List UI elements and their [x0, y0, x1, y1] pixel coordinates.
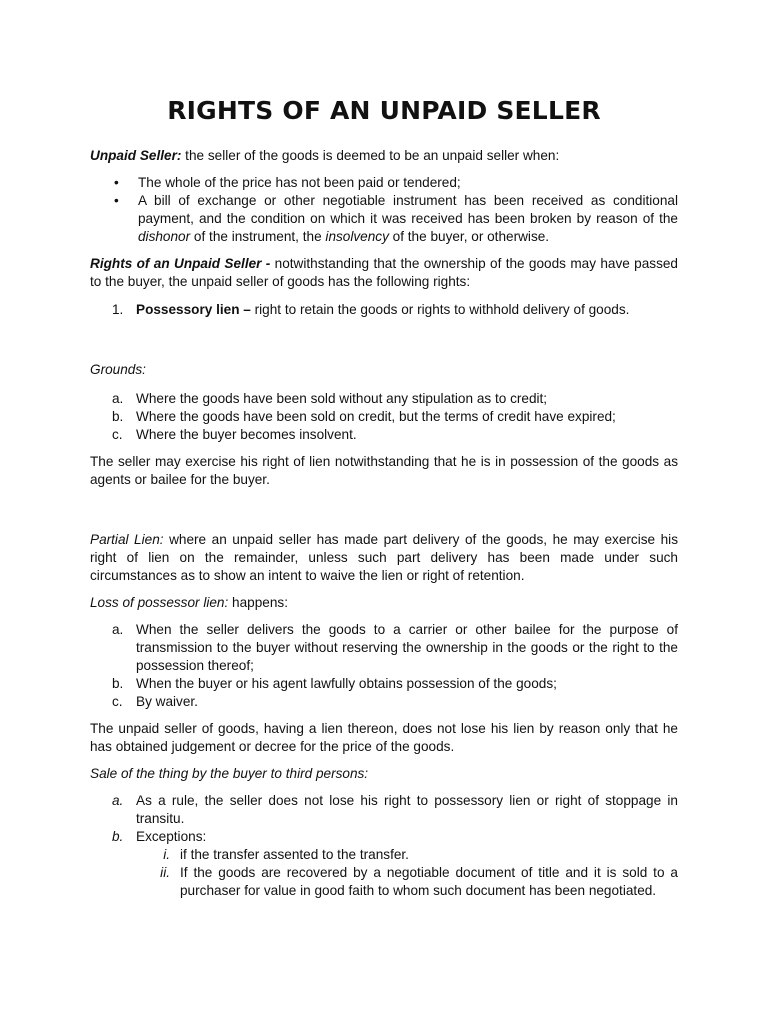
list-item-text: Where the goods have been sold without any stipulation as to credit;: [136, 391, 548, 406]
list-item-text: When the seller delivers the goods to a carrier or other bailee for the purpose of transmission to the buyer without reserving the ownership in the goods or the right to the possession thereof;: [136, 622, 678, 673]
list-item: [90, 828, 678, 846]
list-item: [90, 864, 678, 900]
list-item: [90, 693, 678, 711]
list-item: [90, 792, 678, 828]
list-item-text: As a rule, the seller does not lose his right to possessory lien or right of stoppage in transitu.: [136, 793, 678, 826]
list-item-text: Where the goods have been sold on credit, but the terms of credit have expired;: [136, 409, 616, 424]
sale-heading: Sale of the thing by the buyer to third persons:: [90, 766, 369, 781]
list-marker: a.: [112, 391, 124, 406]
document-title: RIGHTS OF AN UNPAID SELLER: [167, 96, 601, 125]
partial-lien-label: Partial Lien:: [90, 532, 164, 547]
list-item: [90, 675, 678, 693]
sale-list: [90, 792, 678, 900]
grounds-heading: Grounds:: [90, 362, 146, 377]
list-item-text: The whole of the price has not been paid or tendered;: [138, 175, 461, 190]
list-marker: a.: [112, 622, 124, 637]
list-item-text: By waiver.: [136, 694, 198, 709]
list-item-text: Exceptions:: [136, 829, 207, 844]
loss-paragraph: [90, 594, 678, 612]
bullet-text-mid: of the instrument, the: [190, 229, 326, 244]
partial-lien-paragraph: [90, 531, 678, 585]
document-page: [90, 95, 678, 900]
list-marker: c.: [112, 694, 123, 709]
list-item-text: [138, 192, 678, 246]
list-item: [90, 846, 678, 864]
list-marker: i.: [163, 847, 170, 862]
dishonor-term: dishonor: [138, 229, 191, 244]
loss-text: happens:: [228, 595, 288, 610]
bullet-marker: •: [114, 193, 119, 208]
loss-note: The unpaid seller of goods, having a lien thereon, does not lose his lien by reason only that he has obtained judgement or decree for the price of the goods.: [90, 721, 678, 754]
rights-label: Rights of an Unpaid Seller -: [90, 256, 271, 271]
unpaid-seller-label: Unpaid Seller:: [90, 148, 182, 163]
loss-label: Loss of possessor lien:: [90, 595, 229, 610]
bullet-text-post: of the buyer, or otherwise.: [388, 229, 550, 244]
list-item-text: Where the buyer becomes insolvent.: [136, 427, 357, 442]
unpaid-seller-bullets: [90, 174, 678, 246]
possessory-lien-label: Possessory lien –: [136, 302, 251, 317]
loss-list: [90, 621, 678, 711]
list-item: [90, 390, 678, 408]
rights-text: notwithstanding that the ownership of the goods may have passed to the buyer, the unpaid seller of goods has the following rights:: [90, 256, 678, 289]
grounds-note: The seller may exercise his right of lien notwithstanding that he is in possession of the goods as agents or bailee for the buyer.: [90, 454, 678, 487]
list-marker: b.: [112, 829, 124, 844]
list-item: [90, 426, 678, 444]
possessory-lien-text: right to retain the goods or rights to withhold delivery of goods.: [250, 302, 630, 317]
list-marker: 1.: [112, 302, 124, 317]
list-item: [90, 174, 678, 192]
list-item-text: if the transfer assented to the transfer.: [180, 847, 409, 862]
list-marker: b.: [112, 676, 124, 691]
bullet-text-pre: A bill of exchange or other negotiable instrument has been received as conditional payment, and the condition on which it was received has been broken by reason of the: [138, 193, 678, 226]
list-item-text: When the buyer or his agent lawfully obtains possession of the goods;: [136, 676, 557, 691]
bullet-marker: •: [114, 175, 119, 190]
partial-lien-text: where an unpaid seller has made part delivery of the goods, he may exercise his right of lien on the remainder, unless such part delivery has been made under such circumstances as to show an intent to waive the lien or right of retention.: [90, 532, 678, 583]
list-item-text: If the goods are recovered by a negotiable document of title and it is sold to a purchaser for value in good faith to whom such document has been negotiated.: [180, 865, 678, 898]
list-item: [90, 192, 678, 246]
list-item-text: [136, 301, 678, 319]
unpaid-seller-text: the seller of the goods is deemed to be an unpaid seller when:: [181, 148, 560, 163]
insolvency-term: insolvency: [325, 229, 389, 244]
list-marker: ii.: [160, 865, 170, 880]
rights-paragraph: [90, 255, 678, 291]
grounds-list: [90, 390, 678, 444]
list-marker: c.: [112, 427, 123, 442]
list-item: [90, 621, 678, 675]
list-marker: b.: [112, 409, 124, 424]
unpaid-seller-paragraph: [90, 147, 678, 165]
list-marker: a.: [112, 793, 124, 808]
list-item: [90, 301, 678, 319]
list-item: [90, 408, 678, 426]
